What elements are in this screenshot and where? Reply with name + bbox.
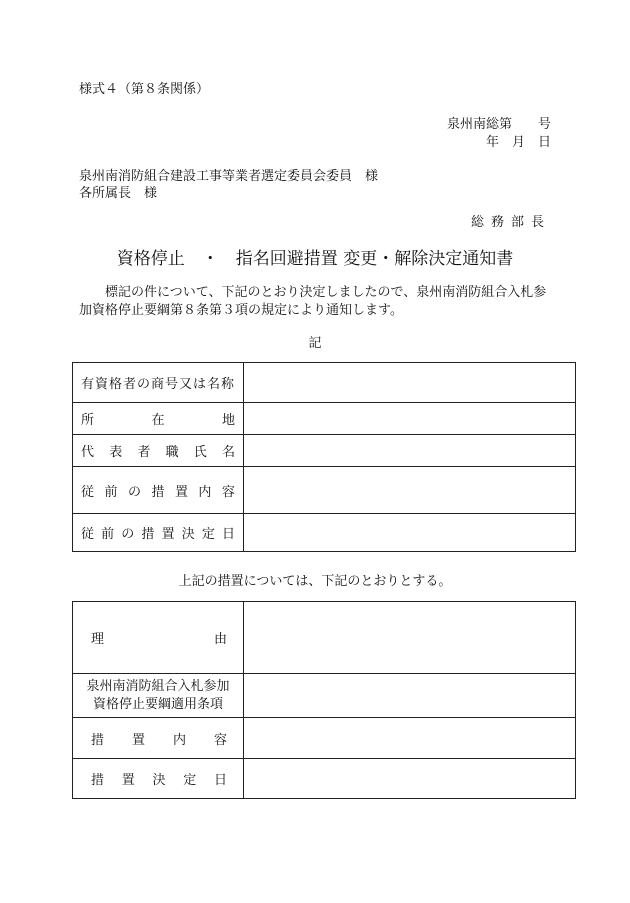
value-measure-decision-date[interactable] — [244, 759, 576, 799]
label-previous-measure — [73, 481, 243, 500]
label-cell — [73, 435, 244, 467]
label-char: 措 — [141, 527, 155, 542]
form-number: 様式４（第８条関係） — [79, 82, 210, 97]
label-char: 措 — [91, 732, 105, 748]
label-char: 前 — [104, 484, 118, 500]
table-company-info — [72, 362, 576, 552]
value-company-name[interactable] — [244, 363, 576, 403]
table-measure-info — [72, 601, 576, 799]
label-char: 内 — [172, 732, 186, 748]
label-cell — [73, 467, 244, 514]
label-char: 職 — [165, 445, 179, 460]
label-cell — [73, 602, 244, 674]
table-row — [73, 403, 576, 435]
table-row — [73, 718, 576, 759]
issue-date: 年 月 日 — [485, 135, 551, 150]
label-address — [73, 409, 243, 428]
label-measure-decision-date — [73, 769, 243, 788]
label-char: 従 — [81, 527, 95, 542]
value-previous-decision-date[interactable] — [244, 514, 576, 552]
label-cell — [73, 718, 244, 759]
table-row — [73, 674, 576, 718]
label-char: 地 — [221, 413, 235, 428]
label-char: 内 — [198, 484, 212, 500]
label-char: 者 — [137, 445, 151, 460]
label-char: 従 — [81, 484, 95, 500]
label-applicable-clause-line2: 資格停止要綱適用条項 — [92, 696, 223, 712]
sender: 総務部長 — [470, 215, 551, 230]
label-char: 前 — [101, 527, 115, 542]
value-representative[interactable] — [244, 435, 576, 467]
label-previous-decision-date — [73, 523, 243, 542]
table-row — [73, 602, 576, 674]
body-text: 標記の件について、下記のとおり決定しましたので、泉州南消防組合入札参加資格停止要綱第８条第３項の規定により通知します。 — [79, 285, 547, 318]
label-char: 表 — [109, 445, 123, 460]
label-cell — [73, 403, 244, 435]
label-char: の — [127, 484, 141, 500]
label-measure-content — [73, 729, 243, 748]
table-row — [73, 759, 576, 799]
label-char: 置 — [174, 484, 188, 500]
table-row — [73, 514, 576, 552]
value-previous-measure[interactable] — [244, 467, 576, 514]
table-row — [73, 435, 576, 467]
ki-heading: 記 — [308, 336, 322, 351]
table-row — [73, 363, 576, 403]
label-char: 決 — [181, 527, 195, 542]
label-char: 所 — [81, 413, 95, 428]
value-reason[interactable] — [244, 602, 576, 674]
label-representative — [73, 441, 243, 460]
middle-text: 上記の措置については、下記のとおりとする。 — [178, 574, 452, 589]
label-char: 置 — [121, 773, 135, 788]
label-char: 容 — [221, 484, 235, 500]
label-char: 名 — [221, 445, 235, 460]
label-cell — [73, 674, 244, 718]
label-cell — [73, 363, 244, 403]
label-char: 由 — [213, 632, 227, 647]
addressee-department-heads: 各所属長 様 — [79, 186, 158, 201]
label-cell — [73, 759, 244, 799]
value-applicable-clause[interactable] — [244, 674, 576, 718]
label-applicable-clause-line1: 泉州南消防組合入札参加 — [86, 678, 230, 694]
label-reason — [73, 628, 243, 647]
label-char: 代 — [81, 445, 95, 460]
label-char: 在 — [151, 413, 165, 428]
addressee-committee: 泉州南消防組合建設工事等業者選定委員会委員 様 — [79, 169, 379, 184]
label-char: 定 — [201, 527, 215, 542]
label-char: 決 — [152, 773, 166, 788]
document-number: 泉州南総第 号 — [446, 117, 551, 132]
label-char: 置 — [131, 732, 145, 748]
label-char: 措 — [91, 773, 105, 788]
label-char: 定 — [183, 773, 197, 788]
label-char: 日 — [213, 773, 227, 788]
label-char: 置 — [161, 527, 175, 542]
document-title: 資格停止 ・ 指名回避措置 変更・解除決定通知書 — [116, 249, 514, 269]
label-char: の — [121, 527, 135, 542]
label-char: 措 — [151, 484, 165, 500]
table-row — [73, 467, 576, 514]
label-char: 容 — [213, 732, 227, 748]
label-char: 氏 — [193, 445, 207, 460]
label-char: 理 — [91, 632, 105, 647]
label-company-name: 有資格者の商号又は名称 — [81, 377, 236, 392]
value-measure-content[interactable] — [244, 718, 576, 759]
label-char: 日 — [221, 527, 235, 542]
value-address[interactable] — [244, 403, 576, 435]
label-cell — [73, 514, 244, 552]
